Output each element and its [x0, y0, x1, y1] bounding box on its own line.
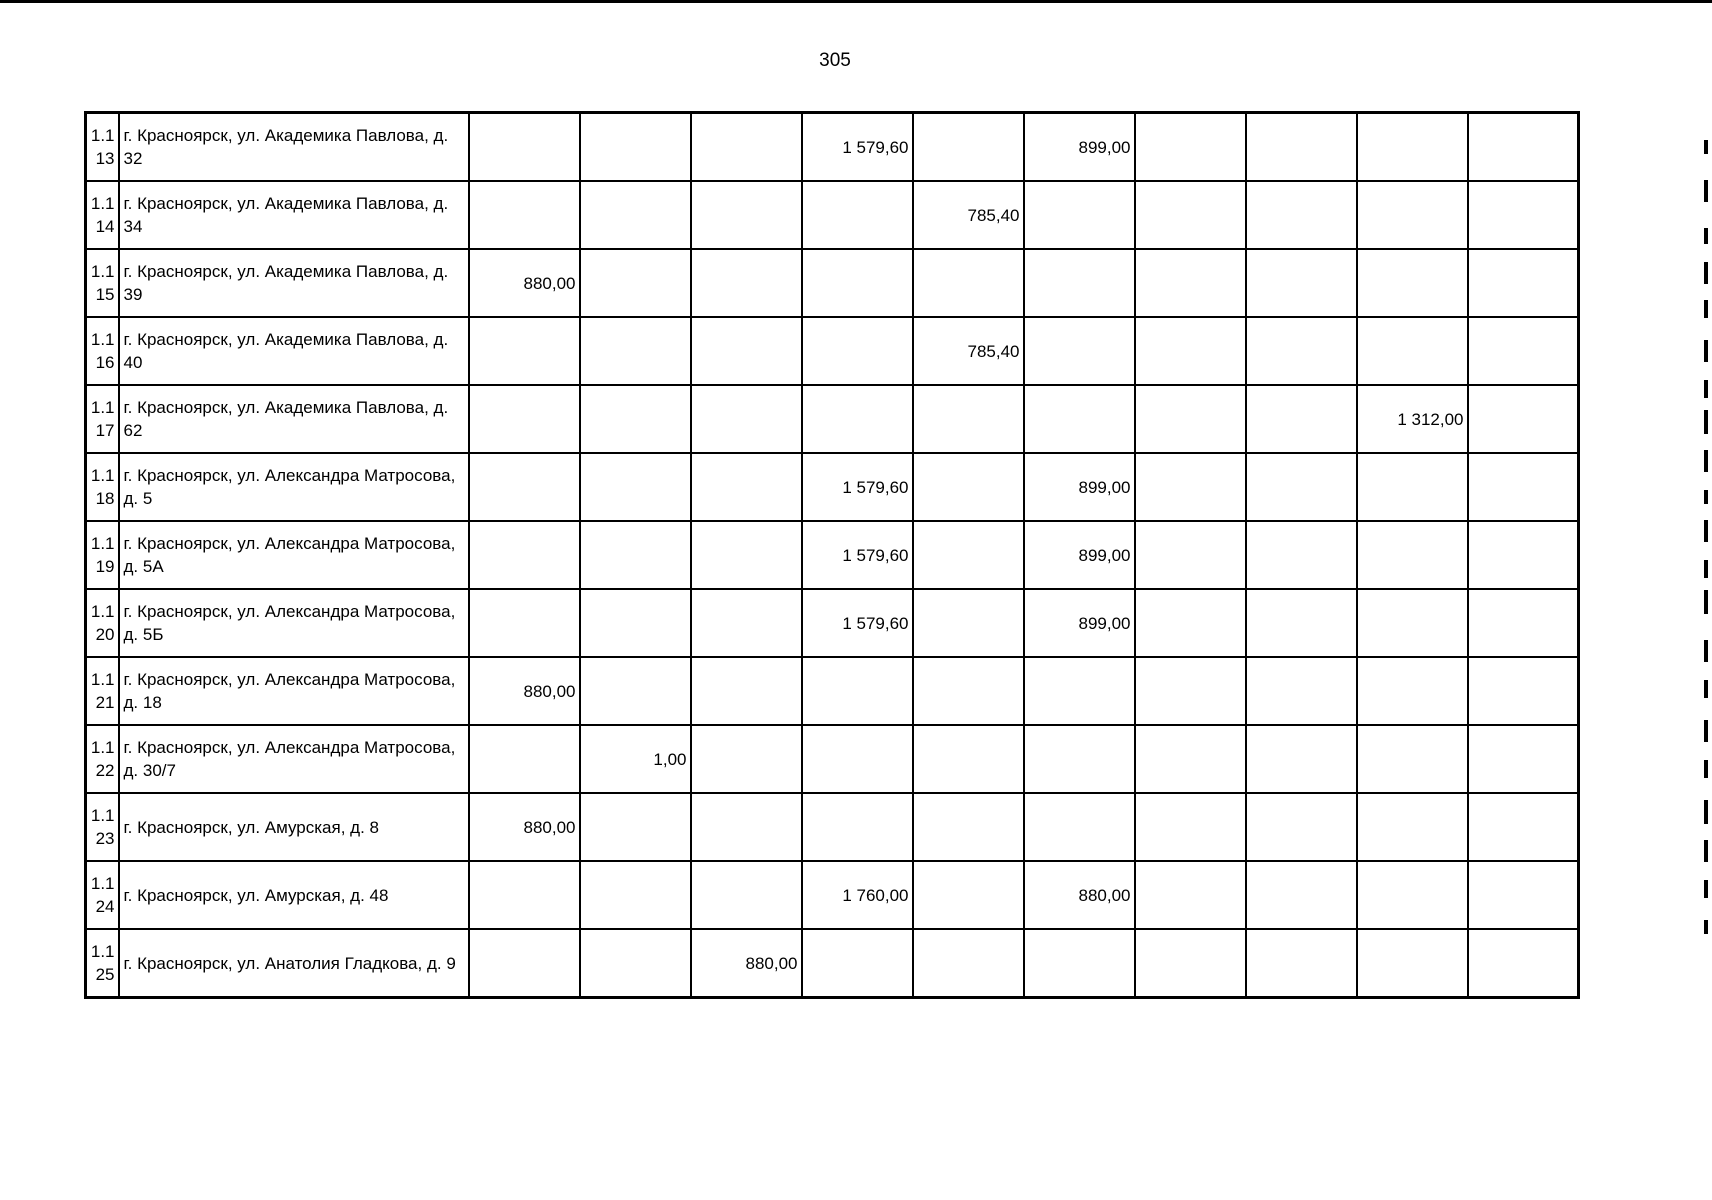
address-cell: г. Красноярск, ул. Александра Матросова, д. 5Б: [119, 589, 469, 657]
table-row: [86, 249, 1579, 317]
table-row: [86, 725, 1579, 793]
value-cell: [1246, 385, 1357, 453]
value-cell: 1 579,60: [802, 521, 913, 589]
value-cell: [1246, 657, 1357, 725]
value-cell: [691, 113, 802, 182]
row-number-cell: 1.1 18: [86, 453, 119, 521]
value-cell: [802, 317, 913, 385]
value-cell: [1357, 317, 1468, 385]
value-cell: [469, 929, 580, 998]
value-cell: [469, 385, 580, 453]
table-row: [86, 861, 1579, 929]
value-cell: [1135, 929, 1246, 998]
value-cell: [580, 521, 691, 589]
value-cell: 880,00: [1024, 861, 1135, 929]
scan-edge-marks: [1704, 0, 1712, 1200]
value-cell: [691, 521, 802, 589]
value-cell: 899,00: [1024, 521, 1135, 589]
value-cell: [802, 725, 913, 793]
row-number-cell: 1.1 21: [86, 657, 119, 725]
table-row: [86, 453, 1579, 521]
value-cell: [1468, 113, 1579, 182]
value-cell: [580, 453, 691, 521]
row-number-cell: 1.1 17: [86, 385, 119, 453]
value-cell: [1024, 725, 1135, 793]
value-cell: [802, 929, 913, 998]
value-cell: [1135, 181, 1246, 249]
value-cell: [691, 453, 802, 521]
value-cell: [913, 249, 1024, 317]
row-number-cell: 1.1 15: [86, 249, 119, 317]
value-cell: [1357, 793, 1468, 861]
value-cell: 880,00: [469, 657, 580, 725]
value-cell: [1357, 453, 1468, 521]
table-row: [86, 317, 1579, 385]
value-cell: [580, 317, 691, 385]
value-cell: [1468, 589, 1579, 657]
value-cell: [913, 725, 1024, 793]
row-number-cell: 1.1 22: [86, 725, 119, 793]
table-row: [86, 521, 1579, 589]
table-row: [86, 657, 1579, 725]
row-number-cell: 1.1 19: [86, 521, 119, 589]
value-cell: [1024, 793, 1135, 861]
value-cell: 880,00: [469, 793, 580, 861]
address-cell: г. Красноярск, ул. Александра Матросова, д. 18: [119, 657, 469, 725]
value-cell: [580, 385, 691, 453]
value-cell: [1468, 453, 1579, 521]
data-table: [84, 111, 1580, 999]
value-cell: [691, 249, 802, 317]
address-cell: г. Красноярск, ул. Александра Матросова, д. 5А: [119, 521, 469, 589]
value-cell: [1246, 521, 1357, 589]
value-cell: [1468, 657, 1579, 725]
row-number-cell: 1.1 14: [86, 181, 119, 249]
value-cell: [1357, 249, 1468, 317]
value-cell: [1468, 181, 1579, 249]
value-cell: [1135, 793, 1246, 861]
value-cell: 1 579,60: [802, 453, 913, 521]
value-cell: 1 579,60: [802, 589, 913, 657]
value-cell: [1024, 385, 1135, 453]
address-cell: г. Красноярск, ул. Академика Павлова, д. 32: [119, 113, 469, 182]
value-cell: 880,00: [691, 929, 802, 998]
value-cell: [1357, 589, 1468, 657]
top-border-line: [0, 0, 1712, 3]
value-cell: [1135, 453, 1246, 521]
address-cell: г. Красноярск, ул. Академика Павлова, д. 39: [119, 249, 469, 317]
page-number: 305: [819, 50, 851, 71]
value-cell: [1024, 657, 1135, 725]
value-cell: [1468, 317, 1579, 385]
address-cell: г. Красноярск, ул. Академика Павлова, д. 62: [119, 385, 469, 453]
value-cell: [580, 113, 691, 182]
value-cell: [913, 861, 1024, 929]
value-cell: [1135, 861, 1246, 929]
value-cell: [691, 725, 802, 793]
value-cell: [913, 657, 1024, 725]
table-row: [86, 181, 1579, 249]
value-cell: [580, 929, 691, 998]
value-cell: [469, 113, 580, 182]
value-cell: [1468, 793, 1579, 861]
value-cell: [469, 181, 580, 249]
value-cell: [1468, 929, 1579, 998]
value-cell: [1024, 929, 1135, 998]
value-cell: 1 579,60: [802, 113, 913, 182]
value-cell: [1135, 385, 1246, 453]
table-row: [86, 113, 1579, 182]
value-cell: [469, 589, 580, 657]
value-cell: [1246, 317, 1357, 385]
value-cell: [802, 181, 913, 249]
value-cell: [580, 181, 691, 249]
value-cell: [802, 385, 913, 453]
value-cell: [691, 657, 802, 725]
value-cell: [691, 317, 802, 385]
value-cell: [469, 521, 580, 589]
row-number-cell: 1.1 23: [86, 793, 119, 861]
value-cell: 1,00: [580, 725, 691, 793]
value-cell: [913, 793, 1024, 861]
value-cell: [1246, 929, 1357, 998]
value-cell: [1468, 725, 1579, 793]
row-number-cell: 1.1 25: [86, 929, 119, 998]
row-number-cell: 1.1 24: [86, 861, 119, 929]
row-number-cell: 1.1 20: [86, 589, 119, 657]
value-cell: 1 760,00: [802, 861, 913, 929]
value-cell: [1468, 385, 1579, 453]
value-cell: 899,00: [1024, 589, 1135, 657]
value-cell: [1357, 181, 1468, 249]
value-cell: [913, 385, 1024, 453]
value-cell: [469, 317, 580, 385]
value-cell: [1135, 521, 1246, 589]
value-cell: [691, 385, 802, 453]
value-cell: [1246, 113, 1357, 182]
table-body: [86, 113, 1579, 998]
table-row: [86, 589, 1579, 657]
value-cell: 880,00: [469, 249, 580, 317]
value-cell: [1246, 725, 1357, 793]
value-cell: [1246, 793, 1357, 861]
value-cell: [1246, 181, 1357, 249]
table-row: [86, 929, 1579, 998]
value-cell: [691, 793, 802, 861]
address-cell: г. Красноярск, ул. Александра Матросова, д. 30/7: [119, 725, 469, 793]
value-cell: [1357, 521, 1468, 589]
value-cell: [1024, 249, 1135, 317]
value-cell: [1357, 929, 1468, 998]
table-row: [86, 385, 1579, 453]
address-cell: г. Красноярск, ул. Академика Павлова, д. 40: [119, 317, 469, 385]
value-cell: [913, 589, 1024, 657]
value-cell: [469, 861, 580, 929]
value-cell: [913, 453, 1024, 521]
value-cell: [580, 861, 691, 929]
value-cell: [691, 589, 802, 657]
value-cell: [580, 589, 691, 657]
value-cell: [1357, 657, 1468, 725]
value-cell: [1357, 725, 1468, 793]
value-cell: [1135, 113, 1246, 182]
value-cell: [1468, 861, 1579, 929]
value-cell: [1246, 589, 1357, 657]
address-cell: г. Красноярск, ул. Анатолия Гладкова, д. 9: [119, 929, 469, 998]
value-cell: [469, 725, 580, 793]
value-cell: [1135, 317, 1246, 385]
value-cell: 899,00: [1024, 113, 1135, 182]
value-cell: 899,00: [1024, 453, 1135, 521]
row-number-cell: 1.1 13: [86, 113, 119, 182]
value-cell: [469, 453, 580, 521]
value-cell: [1468, 521, 1579, 589]
address-cell: г. Красноярск, ул. Академика Павлова, д. 34: [119, 181, 469, 249]
value-cell: [913, 521, 1024, 589]
value-cell: [691, 861, 802, 929]
address-cell: г. Красноярск, ул. Амурская, д. 48: [119, 861, 469, 929]
value-cell: [1024, 181, 1135, 249]
address-cell: г. Красноярск, ул. Александра Матросова, д. 5: [119, 453, 469, 521]
table-row: [86, 793, 1579, 861]
value-cell: [1024, 317, 1135, 385]
value-cell: [1246, 861, 1357, 929]
row-number-cell: 1.1 16: [86, 317, 119, 385]
value-cell: [1246, 453, 1357, 521]
value-cell: [1468, 249, 1579, 317]
value-cell: 785,40: [913, 317, 1024, 385]
value-cell: [580, 793, 691, 861]
value-cell: [913, 929, 1024, 998]
value-cell: 785,40: [913, 181, 1024, 249]
value-cell: [913, 113, 1024, 182]
value-cell: [802, 793, 913, 861]
value-cell: [1135, 657, 1246, 725]
value-cell: [691, 181, 802, 249]
value-cell: [1246, 249, 1357, 317]
value-cell: [802, 249, 913, 317]
value-cell: [1135, 249, 1246, 317]
value-cell: [802, 657, 913, 725]
value-cell: [580, 249, 691, 317]
address-cell: г. Красноярск, ул. Амурская, д. 8: [119, 793, 469, 861]
value-cell: [1357, 861, 1468, 929]
value-cell: [1135, 589, 1246, 657]
value-cell: [1357, 113, 1468, 182]
value-cell: [580, 657, 691, 725]
value-cell: 1 312,00: [1357, 385, 1468, 453]
value-cell: [1135, 725, 1246, 793]
